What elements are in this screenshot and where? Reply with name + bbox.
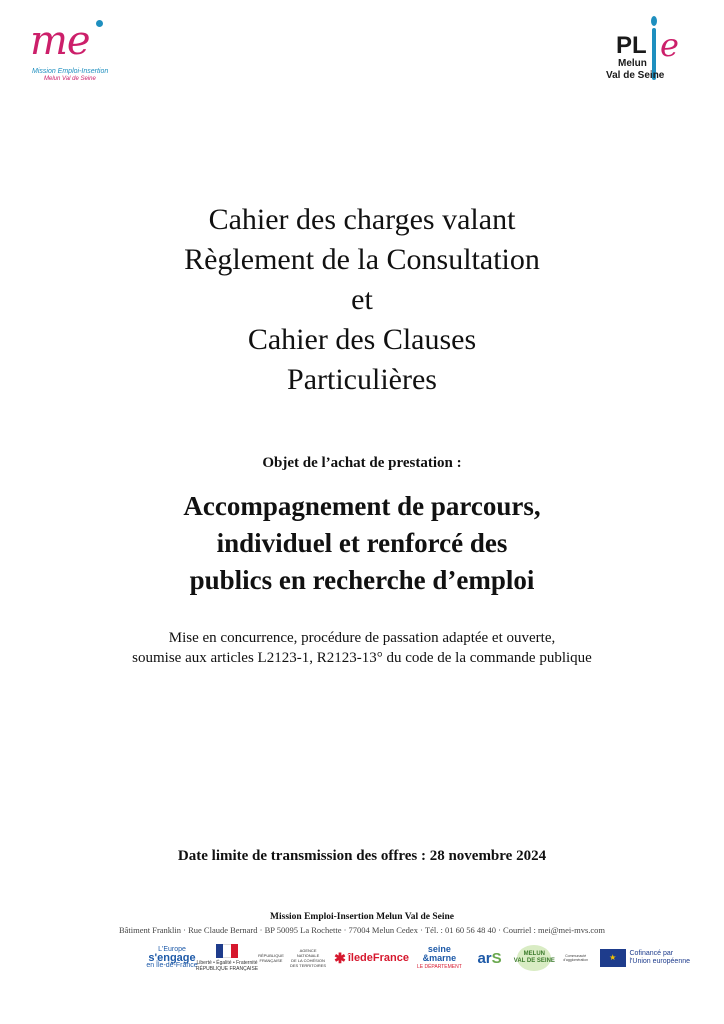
europe-bottom: en Île-de-France — [146, 962, 198, 969]
melun-line2: VAL DE SEINE — [513, 958, 555, 964]
rf-line2: RÉPUBLIQUE FRANÇAISE — [195, 966, 259, 972]
agence-line4: DES TERRITOIRES — [290, 963, 327, 968]
agence-line2: NATIONALE — [296, 953, 320, 958]
plie-logo — [606, 14, 692, 86]
idf-text: îledeFrance — [347, 952, 409, 964]
seine-et-marne-logo — [417, 943, 462, 973]
melun-val-de-seine-logo — [513, 945, 555, 971]
melun-line1: MELUN — [523, 951, 546, 957]
deadline: Date limite de transmission des offres : 28 novembre 2024 — [177, 848, 547, 864]
footer-org: Mission Emploi-Insertion Melun Val de Seine — [270, 912, 454, 922]
plie-logo-e: e — [660, 26, 679, 64]
mei-logo-dot — [96, 20, 103, 27]
procedure-line: soumise aux articles L2123-1, R2123-13° du code de la commande publique — [132, 650, 592, 666]
title-line: Cahier des charges valant — [208, 203, 516, 236]
eu-line1: Cofinancé par — [629, 950, 674, 957]
object-line: publics en recherche d’emploi — [189, 565, 535, 595]
rf-line1: Liberté • Égalité • Fraternité — [196, 960, 258, 966]
plie-logo-line2: Val de Seine — [606, 70, 665, 81]
seine-sub: LE DÉPARTEMENT — [416, 963, 462, 970]
ars-logo — [470, 943, 510, 973]
europe-top: L'Europe — [158, 946, 186, 953]
agglo-line2: d'agglomération — [563, 958, 589, 962]
agglo-line1: Communauté — [565, 953, 587, 958]
europe-big: s'engage — [148, 952, 196, 964]
document-title — [0, 200, 724, 400]
seine-line2: &marne — [422, 952, 457, 963]
procedure-text — [0, 628, 724, 668]
mei-logo — [28, 14, 118, 86]
procedure-line: Mise en concurrence, procédure de passation adaptée et ouverte, — [168, 630, 556, 646]
eu-flag-icon: ★ — [600, 949, 626, 967]
french-flag-icon — [216, 944, 238, 958]
europe-sengage-logo — [146, 943, 198, 973]
title-line: et — [351, 283, 373, 316]
mei-logo-line1: Mission Emploi-Insertion — [32, 68, 109, 75]
object-label: Objet de l’achat de prestation : — [262, 455, 462, 471]
object-line: Accompagnement de parcours, — [183, 491, 541, 521]
agglomeration-text-logo — [559, 943, 592, 973]
object-title — [0, 488, 724, 599]
mei-logo-line2: Melun Val de Seine — [44, 76, 96, 82]
agence-line3: DE LA COHÉSION — [291, 958, 325, 963]
plie-logo-line1: Melun — [618, 58, 647, 69]
anct-logo — [290, 943, 326, 973]
partner-logos — [146, 940, 690, 976]
ars-b: S — [491, 949, 502, 967]
plie-logo-dot — [651, 16, 657, 26]
seine-line1: seine — [427, 943, 451, 954]
small-line1: RÉPUBLIQUE — [258, 953, 284, 958]
title-line: Règlement de la Consultation — [184, 243, 540, 276]
mei-logo-letters: me — [30, 18, 90, 64]
iledefrance-logo — [334, 943, 409, 973]
agence-line1: AGENCE — [299, 948, 317, 953]
title-line: Cahier des Clauses — [247, 323, 477, 356]
republique-small-logo — [260, 943, 282, 973]
eu-line2: l'Union européenne — [629, 958, 690, 965]
republique-francaise-logo — [195, 943, 259, 973]
small-line2: FRANÇAISE — [259, 958, 283, 963]
footer-address: Bâtiment Franklin · Rue Claude Bernard · BP 50095 La Rochette · 77004 Melun Cedex · Tél. : 01 60 56 48 40 · Courriel : mei@mei-mvs.com — [118, 925, 606, 935]
union-europeenne-logo — [600, 943, 690, 973]
object-line: individuel et renforcé des — [216, 528, 508, 558]
title-line: Particulières — [287, 363, 437, 396]
star-icon: ✱ — [334, 949, 346, 966]
plie-logo-pl: PL — [616, 32, 647, 59]
ars-a: ar — [477, 949, 492, 967]
